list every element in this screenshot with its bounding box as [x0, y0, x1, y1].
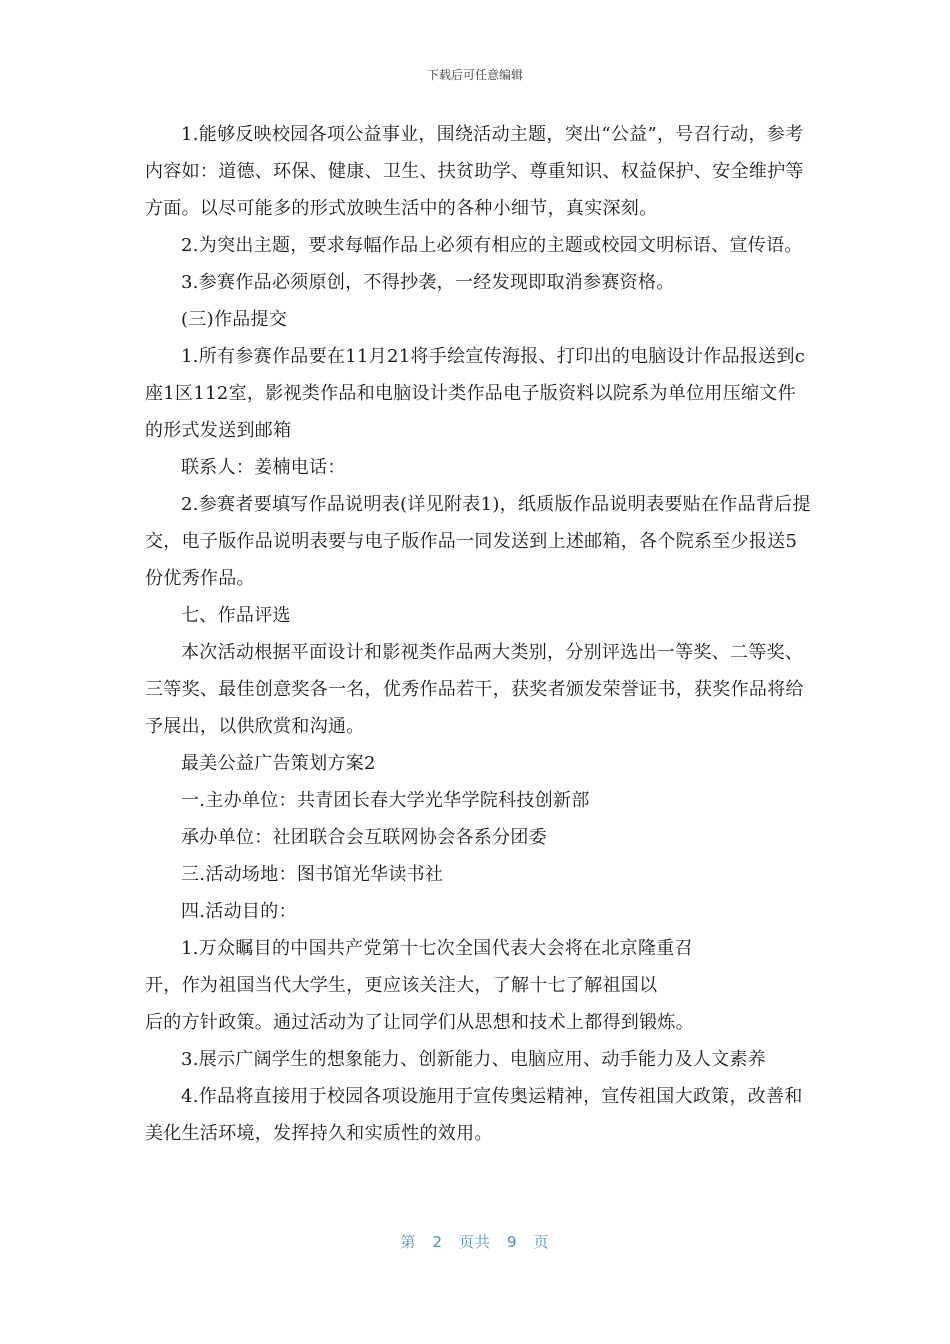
document-title: 最美公益广告策划方案2: [181, 753, 376, 774]
paragraph: 1.所有参赛作品要在11月21将手绘宣传海报、打印出的电脑设计作品报送到c座1区112室，影视类作品和电脑设计类作品电子版资料以院系为单位用压缩文件的形式发送到邮箱: [145, 346, 806, 441]
document-body: [145, 116, 813, 1152]
paragraph: 3.展示广阔学生的想象能力、创新能力、电脑应用、动手能力及人文素养: [181, 1049, 767, 1070]
paragraph-line: 开，作为祖国当代大学生，更应该关注大，了解十七了解祖国以: [145, 975, 658, 996]
section-heading: 七、作品评选: [181, 605, 291, 626]
paragraph: 3.参赛作品必须原创，不得抄袭，一经发现即取消参赛资格。: [181, 272, 675, 293]
footer-prefix: 第: [400, 1233, 417, 1251]
footer-page-number: 2: [432, 1233, 443, 1251]
paragraph: 1.能够反映校园各项公益事业，围绕活动主题，突出“公益”，号召行动，参考内容如：道德、环保、健康、卫生、扶贫助学、尊重知识、权益保护、安全维护等方面。以尽可能多的形式放映生活中的各种小细节，真实深刻。: [145, 124, 804, 219]
paragraph: 一.主办单位：共青团长春大学光华学院科技创新部: [181, 790, 590, 811]
paragraph: 4.作品将直接用于校园各项设施用于宣传奥运精神，宣传祖国大政策，改善和美化生活环境，发挥持久和实质性的效用。: [145, 1086, 803, 1144]
paragraph: 本次活动根据平面设计和影视类作品两大类别，分别评选出一等奖、二等奖、三等奖、最佳创意奖各一名，优秀作品若干，获奖者颁发荣誉证书，获奖作品将给予展出，以供欣赏和沟通。: [145, 642, 804, 737]
paragraph: 三.活动场地：图书馆光华读书社: [181, 864, 444, 885]
page-header: 下载后可任意编辑: [426, 68, 523, 82]
paragraph: 2.为突出主题，要求每幅作品上必须有相应的主题或校园文明标语、宣传语。: [181, 235, 803, 256]
page-footer: [0, 1231, 950, 1252]
footer-middle: 页共: [458, 1233, 491, 1251]
paragraph: 2.参赛者要填写作品说明表(详见附表1)，纸质版作品说明表要贴在作品背后提交，电子版作品说明表要与电子版作品一同发送到上述邮箱，各个院系至少报送5份优秀作品。: [145, 494, 811, 589]
section-heading: 四.活动目的：: [181, 901, 297, 922]
footer-total-pages: 9: [507, 1233, 518, 1251]
paragraph: 承办单位：社团联合会互联网协会各系分团委: [181, 827, 547, 848]
paragraph-line: 后的方针政策。通过活动为了让同学们从思想和技术上都得到锻炼。: [145, 1012, 694, 1033]
paragraph-line: 1.万众瞩目的中国共产党第十七次全国代表大会将在北京隆重召: [181, 938, 693, 959]
paragraph: 联系人：姜楠电话：: [181, 457, 346, 478]
footer-suffix: 页: [533, 1233, 550, 1251]
section-heading: (三)作品提交: [181, 309, 288, 330]
